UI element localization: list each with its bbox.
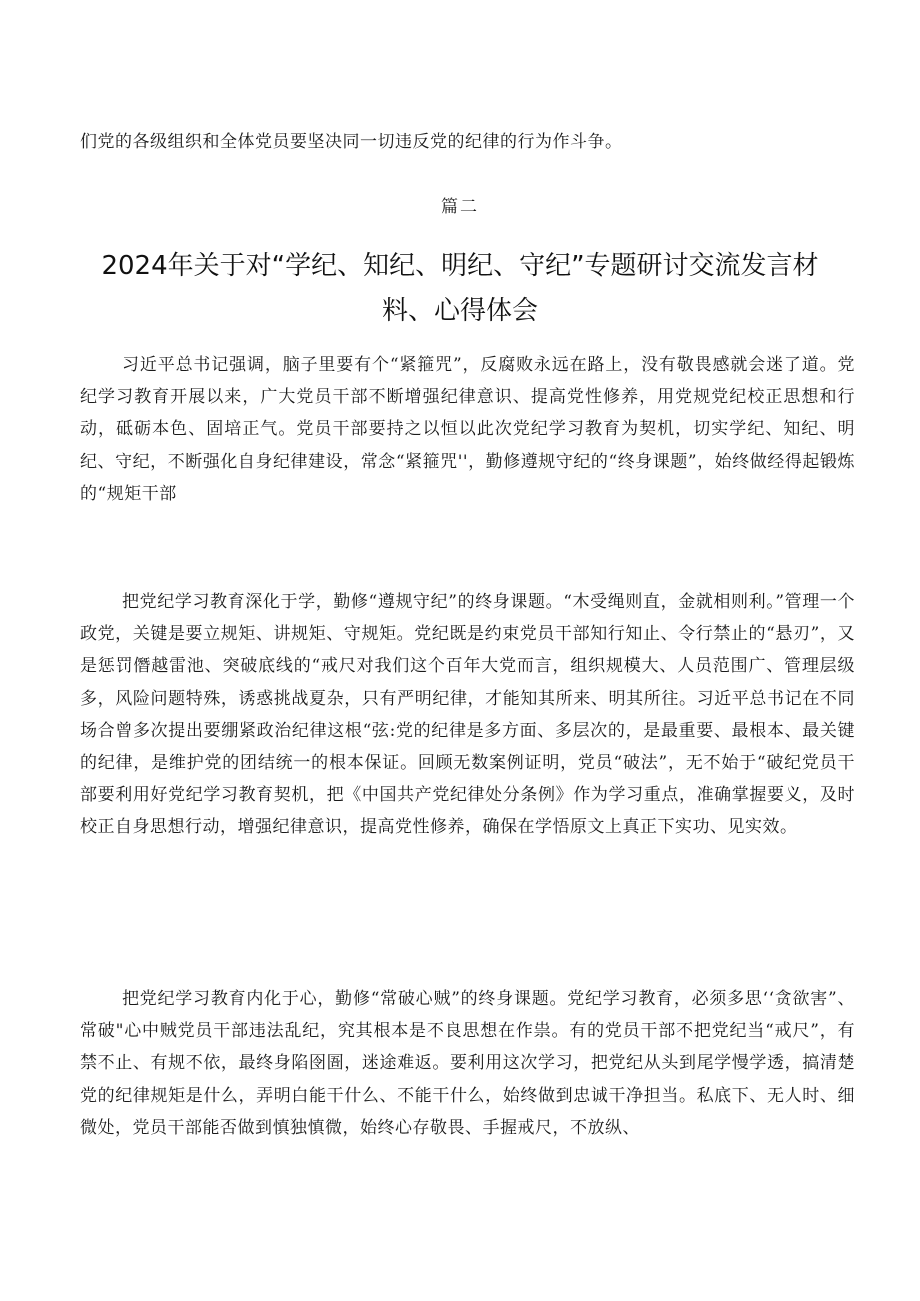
intro-tail-paragraph: 们党的各级组织和全体党员要坚决同一切违反党的纪律的行为作斗争。 (80, 132, 623, 152)
section-label: 篇二 (441, 197, 479, 217)
body-paragraph-3: 把党纪学习教育内化于心，勤修“常破心贼”的终身课题。党纪学习教育，必须多思‘‘贪欲害”、常破"心中贼党员干部违法乱纪，究其根本是不良思想在作祟。有的党员干部不把党纪当“戒尺”，有禁不止、有规不依，最终身陷囹圄，迷途难返。要利用这次学习，把党纪从头到尾学慢学透，搞清楚党的纪律规矩是什么，弄明白能干什么、不能干什么，始终做到忠诚干净担当。私底下、无人时、细微处，党员干部能否做到慎独慎微，始终心存敬畏、手握戒尺，不放纵、 (80, 989, 855, 1138)
body-paragraph-1: 习近平总书记强调，脑子里要有个“紧箍咒”，反腐败永远在路上，没有敬畏感就会迷了道。党纪学习教育开展以来，广大党员干部不断增强纪律意识、提高党性修养，用党规党纪校正思想和行动，砥砺本色、固培正气。党员干部要持之以恒以此次党纪学习教育为契机，切实学纪、知纪、明纪、守纪，不断强化自身纪律建设，常念“紧箍咒''，勤修遵规守纪的“终身课题”，始终做经得起锻炼的“规矩干部 (80, 355, 855, 504)
document-title: 2024年关于对“学纪、知纪、明纪、守纪”专题研讨交流发言材料、心得体会 (101, 251, 819, 326)
body-paragraph-2: 把党纪学习教育深化于学，勤修“遵规守纪”的终身课题。“木受绳则直，金就相则利。”管理一个政党，关键是要立规矩、讲规矩、守规矩。党纪既是约束党员干部知行知止、令行禁止的“悬刃”，又是惩罚僭越雷池、突破底线的“戒尺对我们这个百年大党而言，组织规模大、人员范围广、管理层级多，风险问题特殊，诱惑挑战夏杂，只有严明纪律，才能知其所来、明其所往。习近平总书记在不同场合曾多次提出要绷紧政治纪律这根“弦:党的纪律是多方面、多层次的，是最重要、最根本、最关键的纪律，是维护党的团结统一的根本保证。回顾无数案例证明，党员“破法”，无不始于“破纪党员干部要利用好党纪学习教育契机，把《中国共产党纪律处分条例》作为学习重点，准确掌握要义，及时校正自身思想行动，增强纪律意识，提高党性修养，确保在学悟原文上真正下实功、见实效。 (80, 592, 855, 838)
